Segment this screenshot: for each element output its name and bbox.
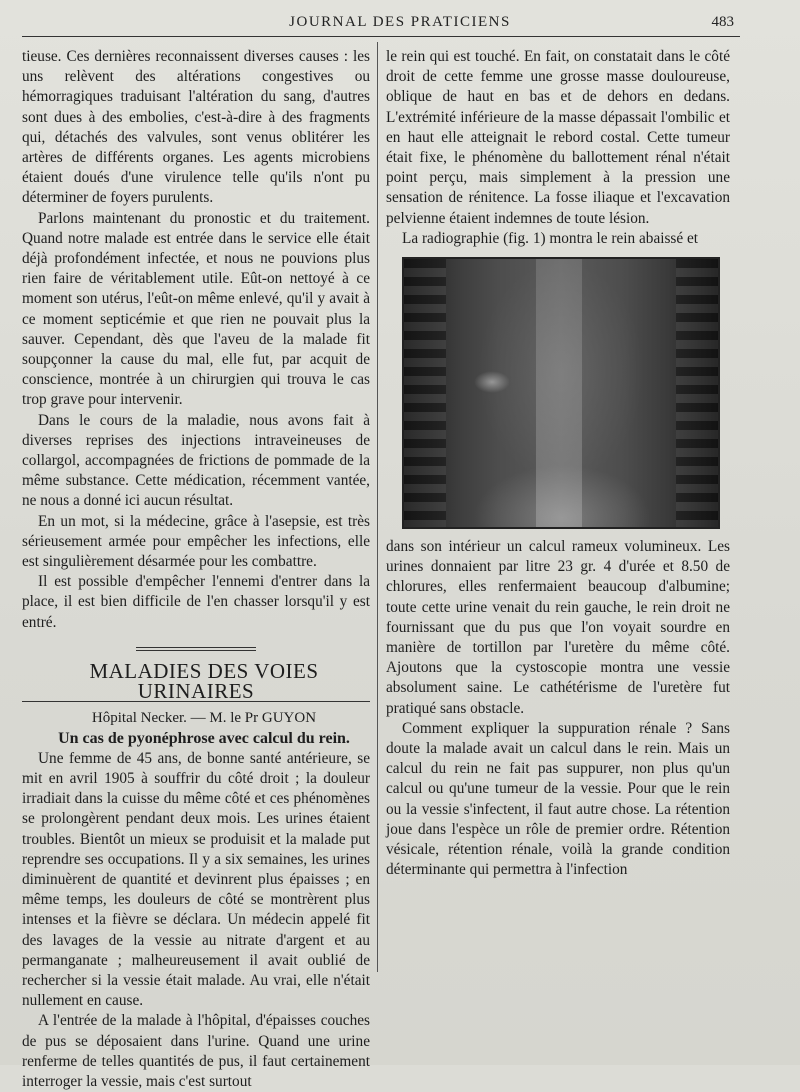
header-rule	[22, 36, 740, 37]
paragraph: Dans le cours de la maladie, nous avons fait à diverses reprises des injections intraveineuses de collargol, accompagnées de frictions de pommade de la même substance. Cette médication, récemment vantée, ne nous a donné ici aucun résultat.	[22, 411, 370, 510]
rib-shadow-right	[676, 259, 718, 527]
paragraph: La radiographie (fig. 1) montra le rein abaissé et	[402, 229, 699, 247]
rib-shadow-left	[404, 259, 446, 527]
paragraph: A l'entrée de la malade à l'hôpital, d'épaisses couches de pus se déposaient dans l'urine. Quand une urine renferme de telles quantités de pus, il faut certainement interroger la vessie, mais c'est surtout	[22, 1012, 370, 1090]
section-separator	[136, 647, 256, 651]
journal-title: JOURNAL DES PRATICIENS	[289, 14, 511, 30]
radiograph-figure	[402, 257, 720, 529]
column-divider	[377, 42, 378, 972]
calculus-shadow	[474, 371, 510, 393]
paragraph: Une femme de 45 ans, de bonne santé antérieure, se mit en avril 1905 à souffrir du côté droit ; la douleur irradiait dans la cuisse du même côté et ces phénomènes se prolongèrent pendant deux mois. Les urines étaient troubles. Bientôt un mieux se produisit et la malade put reprendre ses occupations. Il y a six semaines, les urines diminuèrent de quantité et devinrent plus épaisses ; en même temps, les douleurs de côté se montrèrent plus intenses et la fièvre se déclara. Un médecin appelé fit des lavages de la vessie au nitrate d'argent et au permanganate ; malheureusement il avait oublié de rechercher si la vessie était malade. Au vrai, elle n'était nullement en cause.	[22, 749, 370, 1010]
page-number: 483	[711, 14, 734, 30]
paragraph: tieuse. Ces dernières reconnaissent diverses causes : les uns relèvent des altérations congestives ou hémorragiques traduisant l'altération du sang, d'autres sont dues à des embolies, c'est-à-dire à des fragments qui, détachés des valvules, sont venus oblitérer les artères de différents organes. Les agents microbiens étaient doués d'une virulence telle qu'ils n'ont pu déterminer de foyers purulents.	[22, 48, 370, 207]
right-column	[386, 47, 730, 880]
paragraph: dans son intérieur un calcul rameux volumineux. Les urines donnaient par litre 23 gr. 4 d'urée et 8.50 de chlorures, elles renfermaient beaucoup d'albumine; toute cette urine venait du rein gauche, le rein droit ne fournissant que du pus que l'on voyait sourdre en manière de tortillon par l'uretère du même côté. Ajoutons que la cystoscopie montra une vessie absolument saine. Le cathétérisme de l'uretère fut pratiqué sans obstacle.	[386, 538, 730, 717]
section-title: MALADIES DES VOIES URINAIRES	[89, 658, 319, 704]
case-title: Un cas de pyonéphrose avec calcul du rein.	[58, 729, 350, 747]
left-column	[22, 47, 370, 1092]
pelvis-shadow	[444, 435, 680, 527]
paragraph: Comment expliquer la suppuration rénale ? Sans doute la malade avait un calcul dans le rein. Mais un calcul du rein ne fait pas suppurer, non plus qu'un calcul ou qu'une tumeur de la vessie. Pour que le rein ou la vessie s'infectent, il faut autre chose. La rétention joue dans l'espèce un rôle de premier ordre. Rétention vésicale, rétention rénale, voilà la grande condition déterminante qui permettra à l'infection	[386, 719, 730, 879]
running-header	[0, 12, 800, 40]
hospital-line: Hôpital Necker. — M. le Pr GUYON	[91, 710, 317, 727]
paragraph: En un mot, si la médecine, grâce à l'asepsie, est très sérieusement armée pour empêcher les infections, elle est singulièrement désarmée pour les combattre.	[22, 512, 370, 571]
paragraph: Il est possible d'empêcher l'ennemi d'entrer dans la place, il est bien difficile de l'en chasser lorsqu'il y est entré.	[22, 573, 370, 631]
paragraph: Parlons maintenant du pronostic et du traitement. Quand notre malade est entrée dans le service elle était déjà profondément infectée, et nous ne pouvions plus rien faire de véritablement utile. Eût-on nettoyé à ce moment son utérus, l'eût-on même enlevé, qu'il y avait à ce moment septicémie et que rien ne pouvait plus la sauver. Cependant, dès que l'aveu de la malade fit soupçonner la cause du mal, elle fut, par acquit de conscience, montrée à un chirurgien qui trouva le cas trop grave pour intervenir.	[22, 209, 370, 409]
paragraph: le rein qui est touché. En fait, on constatait dans le côté droit de cette femme une grosse masse douloureuse, oblique de haut en bas et de dehors en dedans. L'extrémité inférieure de la masse dépassait l'ombilic et en haut elle atteignait le rebord costal. Cette tumeur était fixe, le phénomène du ballottement rénal n'était point perçu, mais simplement à la pression une sensation de rénitence. La fosse iliaque et l'excavation pelvienne étaient indemnes de toute lésion.	[386, 48, 730, 227]
